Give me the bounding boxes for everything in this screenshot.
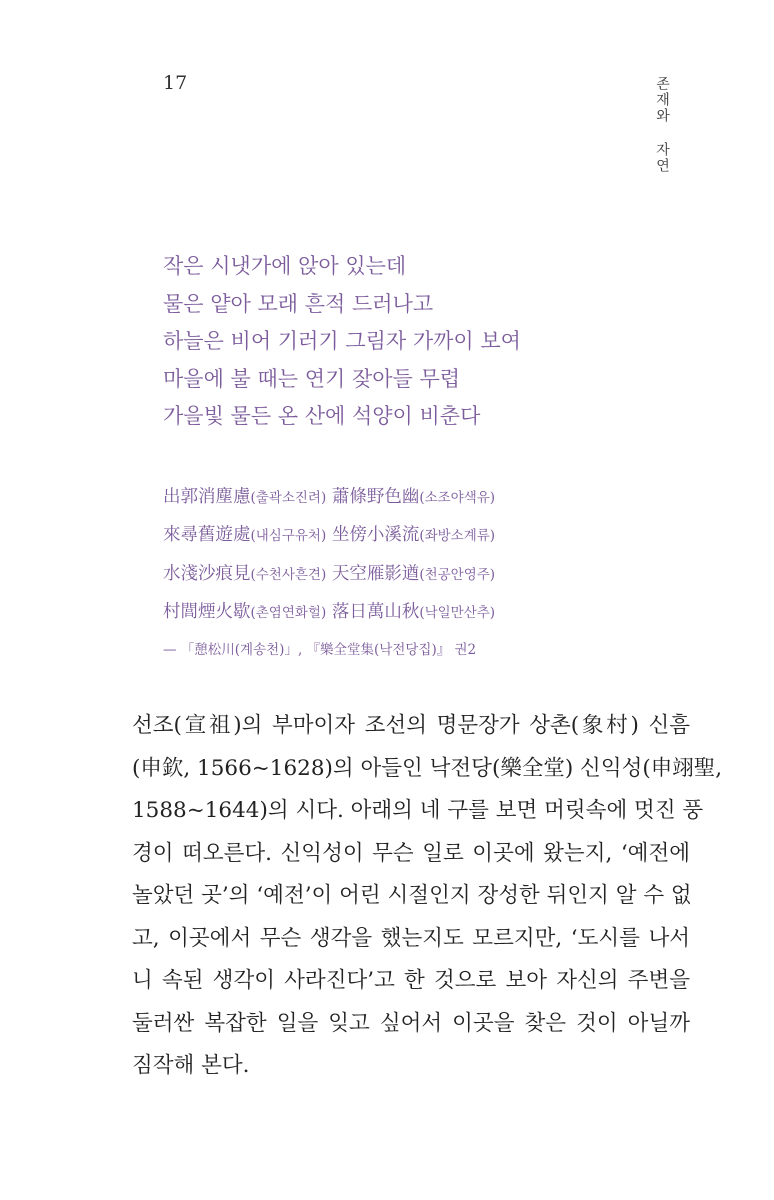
body-line: 둘러싼 복잡한 일을 잊고 싶어서 이곳을 찾은 것이 아닐까 <box>132 1010 690 1036</box>
poem-line: 물은 얕아 모래 흔적 드러나고 <box>163 291 434 316</box>
body-line: 놀았던 곳’의 ‘예전’이 어린 시절인지 장성한 뒤인지 알 수 없 <box>132 883 692 908</box>
poem-line: 하늘은 비어 기러기 그림자 가까이 보여 <box>163 329 521 354</box>
body-line: 고, 이곳에서 무슨 생각을 했는지도 모르지만, ‘도시를 나서 <box>132 925 690 951</box>
reading: (출곽소진려) <box>250 490 327 506</box>
hanja-text: 村閭煙火歇 <box>163 601 251 622</box>
running-title: 존재와 자연 <box>654 76 670 174</box>
body-line: 경이 떠오른다. 신익성이 무슨 일로 이곳에 왔는지, ‘예전에 <box>132 840 690 866</box>
poem-line: 가을빛 물든 온 산에 석양이 비춘다 <box>163 404 481 429</box>
reading: (낙일만산추) <box>419 604 496 621</box>
hanja-line <box>163 593 495 631</box>
reading: (내심구유처) <box>250 528 327 545</box>
reading: (촌염연화헐) <box>250 604 327 621</box>
reading: (수천사흔견) <box>250 566 327 583</box>
poem-line: 작은 시냇가에 앉아 있는데 <box>163 254 407 278</box>
body-paragraph <box>132 705 723 1088</box>
reading: (좌방소계류) <box>419 528 496 545</box>
body-line: (申欽, 1566~1628)의 아들인 낙전당(樂全堂) 신익성(申翊聖, <box>132 755 723 781</box>
hanja-text: 出郭消塵慮 <box>163 487 251 507</box>
reading: (천공안영주) <box>419 566 496 583</box>
citation: — 「憩松川(계송천)」, 『樂全堂集(낙전당집)』 권2 <box>163 642 477 659</box>
poem-translation <box>163 248 521 436</box>
body-line: 짐작해 본다. <box>132 1053 250 1078</box>
hanja-text: 來尋舊遊處 <box>163 525 251 546</box>
hanja-text: 水淺沙痕見 <box>163 563 251 584</box>
poem-original <box>163 478 495 669</box>
hanja-line <box>163 478 495 516</box>
page-number: 17 <box>163 72 188 94</box>
body-line: 선조(宣祖)의 부마이자 조선의 명문장가 상촌(象村) 신흠 <box>132 713 690 738</box>
hanja-text: 坐傍小溪流 <box>331 525 420 546</box>
hanja-text: 天空雁影遒 <box>331 563 420 584</box>
poem-line: 마을에 불 때는 연기 잦아들 무렵 <box>163 366 461 391</box>
body-line: 1588~1644)의 시다. 아래의 네 구를 보면 머릿속에 멋진 풍 <box>132 798 704 823</box>
hanja-line <box>163 516 495 554</box>
hanja-text: 蕭條野色幽 <box>331 487 420 507</box>
hanja-text: 落日萬山秋 <box>331 601 420 622</box>
reading: (소조야색유) <box>419 490 496 506</box>
hanja-line <box>163 555 495 593</box>
body-line: 니 속된 생각이 사라진다’고 한 것으로 보아 자신의 주변을 <box>132 968 690 993</box>
